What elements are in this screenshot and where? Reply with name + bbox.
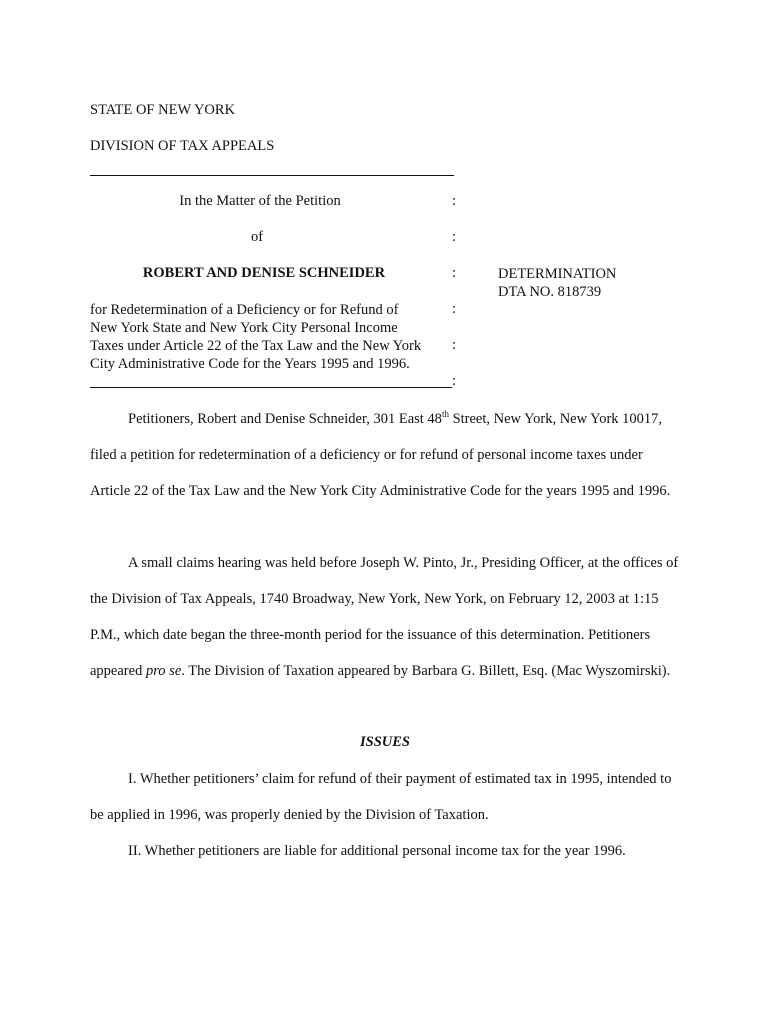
caption-colon: :	[452, 265, 457, 281]
caption-colon: :	[452, 337, 457, 353]
caption-matter: In the Matter of the Petition	[179, 193, 341, 209]
caption-colon: :	[452, 193, 457, 209]
purpose-line: New York State and New York City Personal Income	[90, 320, 398, 336]
division-heading: DIVISION OF TAX APPEALS	[90, 138, 275, 154]
issues-heading: ISSUES	[360, 734, 410, 750]
paragraph-petition	[90, 401, 680, 509]
paragraph-text: Petitioners, Robert and Denise Schneider, 301 East 48	[128, 411, 442, 427]
dta-number: DTA NO. 818739	[498, 284, 602, 300]
purpose-line: Taxes under Article 22 of the Tax Law and the New York	[90, 338, 422, 354]
caption-purpose	[90, 301, 450, 373]
ordinal-suffix: th	[441, 409, 449, 419]
determination-title: DETERMINATION	[498, 266, 617, 282]
caption-colon: :	[452, 373, 457, 389]
issue-text: I. Whether petitioners’ claim for refund of their payment of estimated tax in 1995, intended to be applied in 1996, was properly denied by the Division of Taxation.	[90, 771, 672, 823]
paragraph-text: Street, New York, New York 10017, filed a petition for redetermination of a deficiency or for refund of personal income taxes under Article 22 of the Tax Law and the New York City Administrative Code for the years 1995 and 1996.	[90, 411, 671, 499]
determination-label	[498, 265, 616, 301]
purpose-line: for Redetermination of a Deficiency or for Refund of	[90, 302, 399, 318]
purpose-line: City Administrative Code for the Years 1995 and 1996.	[90, 356, 410, 372]
caption-colon: :	[452, 229, 457, 245]
paragraph-text: A small claims hearing was held before Joseph W. Pinto, Jr., Presiding Officer, at the offices of the Division of Tax Appeals, 1740 Broadway, New York, New York, on February 12, 2003 at 1:15 P.M., which date began the three-month period for the issuance of this determination. Petitioners appeared	[90, 555, 679, 679]
paragraph-text: . The Division of Taxation appeared by Barbara G. Billett, Esq. (Mac Wyszomirski).	[181, 663, 671, 679]
issue-text: II. Whether petitioners are liable for additional personal income tax for the year 1996.	[128, 843, 626, 859]
paragraph-hearing	[90, 545, 680, 689]
caption-of: of	[250, 229, 264, 245]
caption-bottom-rule	[90, 387, 452, 388]
caption-colon: :	[452, 301, 457, 317]
pro-se-term: pro se	[145, 663, 182, 679]
issue-two	[90, 833, 680, 869]
petitioner-name: ROBERT AND DENISE SCHNEIDER	[142, 265, 386, 281]
caption-top-rule	[90, 175, 454, 176]
issue-one	[90, 761, 680, 833]
state-heading: STATE OF NEW YORK	[90, 102, 236, 118]
